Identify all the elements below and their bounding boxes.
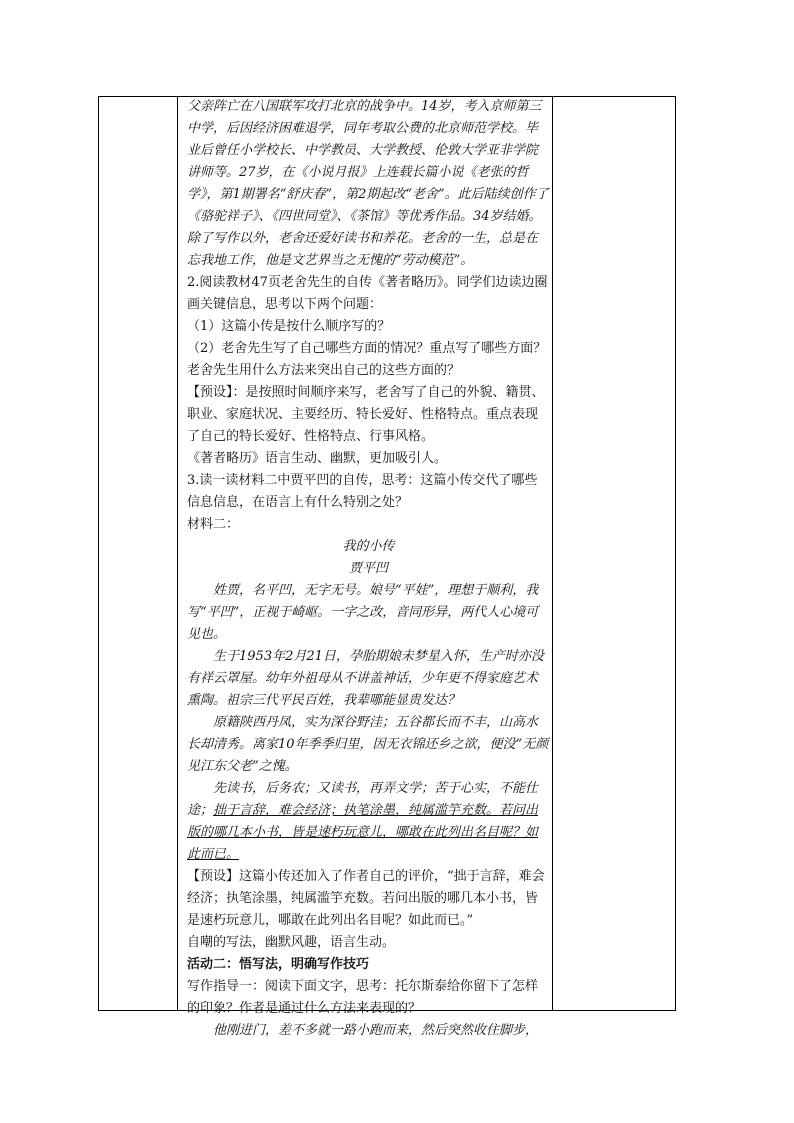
lesson-content [187, 96, 550, 1042]
preset-answer-2 [187, 866, 550, 932]
essay-paragraph-4 [187, 778, 550, 866]
column-divider-right [552, 97, 553, 1010]
bio-paragraph: 父亲阵亡在八国联军攻打北京的战争中。14岁，考入京师第三中学，后因经济困难退学，同年考取公费的北京师范学校。毕业后曾任小学校长、中学教员、大学教授、伦敦大学亚非学院讲师等。27岁，在《小说月报》上连载长篇小说《老张的哲学》，第1期署名“舒庆春”，第2期起改“老舍”。此后陆续创作了《骆驼祥子》、《四世同堂》、《茶馆》等优秀作品。34岁结婚。除了写作以外，老舍还爱好读书和养花。老舍的一生，总是在忘我地工作，他是文艺界当之无愧的“劳动模范”。 [187, 99, 549, 268]
essay-paragraph-4-plain: 先读书，后务农；又读书，再弄文学；苦于心实，不能仕途； [187, 781, 539, 818]
writing-guide-1-text: 他刚进门，差不多就一路小跑而来，然后突然收住脚步， [213, 1023, 539, 1038]
preset-answer-2-text: 【预设】这篇小传还加入了作者自己的评价，“拙于言辞，难会经济；执笔涂墨，纯属滥竽充数。若问出版的哪几本小书，皆是速朽玩意儿，哪敢在此列出名目呢？如此而已。” [187, 869, 545, 928]
essay-paragraph-3: 原籍陕西丹凤，实为深谷野洼；五谷都长而不丰，山高水长却清秀。离家10年季季归里，因无衣锦还乡之欲，便没“无颜见江东父老”之愧。 [187, 715, 549, 774]
preset-answer-1: 【预设】：是按照时间顺序来写，老舍写了自己的外貌、籍贯、职业、家庭状况、主要经历、特长爱好、性格特点。重点表现了自己的特长爱好、性格特点、行事风格。 [187, 385, 545, 444]
task-3: 3.读一读材料二中贾平凹的自传，思考：这篇小传交代了哪些信息信息，在语言上有什么特别之处？ [187, 473, 538, 510]
preset-answer-2b: 自嘲的写法，幽默风趣，语言生动。 [187, 935, 396, 950]
task-2: 2.阅读教材47页老舍先生的自传《著者略历》。同学们边读边圈画关键信息，思考以下两个问题： [187, 275, 548, 312]
essay-paragraph-2: 生于1953年2月21日，孕胎期娘未梦星入怀，生产时亦没有祥云罩屋。幼年外祖母从不讲盖神话，少年更不得家庭艺术熏陶。祖宗三代平民百姓，我辈哪能显贵发达？ [187, 649, 544, 708]
column-divider-left [177, 97, 178, 1010]
essay-author: 贾平凹 [348, 561, 388, 576]
preset-answer-1b: 《著者略历》语言生动、幽默，更加吸引人。 [187, 451, 448, 466]
essay-paragraph-1: 姓贾，名平凹，无字无号。娘号“平娃”，理想于顺利，我写“平凹”，正视于崎岖。一字之改，音同形异，两代人心境可见也。 [187, 583, 539, 642]
material-2-label: 材料二： [187, 517, 240, 532]
essay-title: 我的小传 [342, 539, 395, 554]
question-1: （1）这篇小传是按什么顺序写的？ [187, 319, 391, 334]
question-2: （2）老舍先生写了自己哪些方面的情况？重点写了哪些方面？老舍先生用什么方法来突出自己的这些方面的？ [187, 341, 547, 378]
activity-2-heading: 活动二：悟写法，明确写作技巧 [187, 957, 370, 972]
writing-guide-1: 写作指导一：阅读下面文字，思考：托尔斯泰给你留下了怎样的印象？作者是通过什么方法来表现的？ [187, 979, 539, 1016]
essay-paragraph-4-underlined: 拙于言辞，难会经济；执笔涂墨，纯属滥竽充数。若问出版的哪几本小书，皆是速朽玩意儿，哪敢在此列出名目呢？如此而已。 [187, 803, 539, 862]
